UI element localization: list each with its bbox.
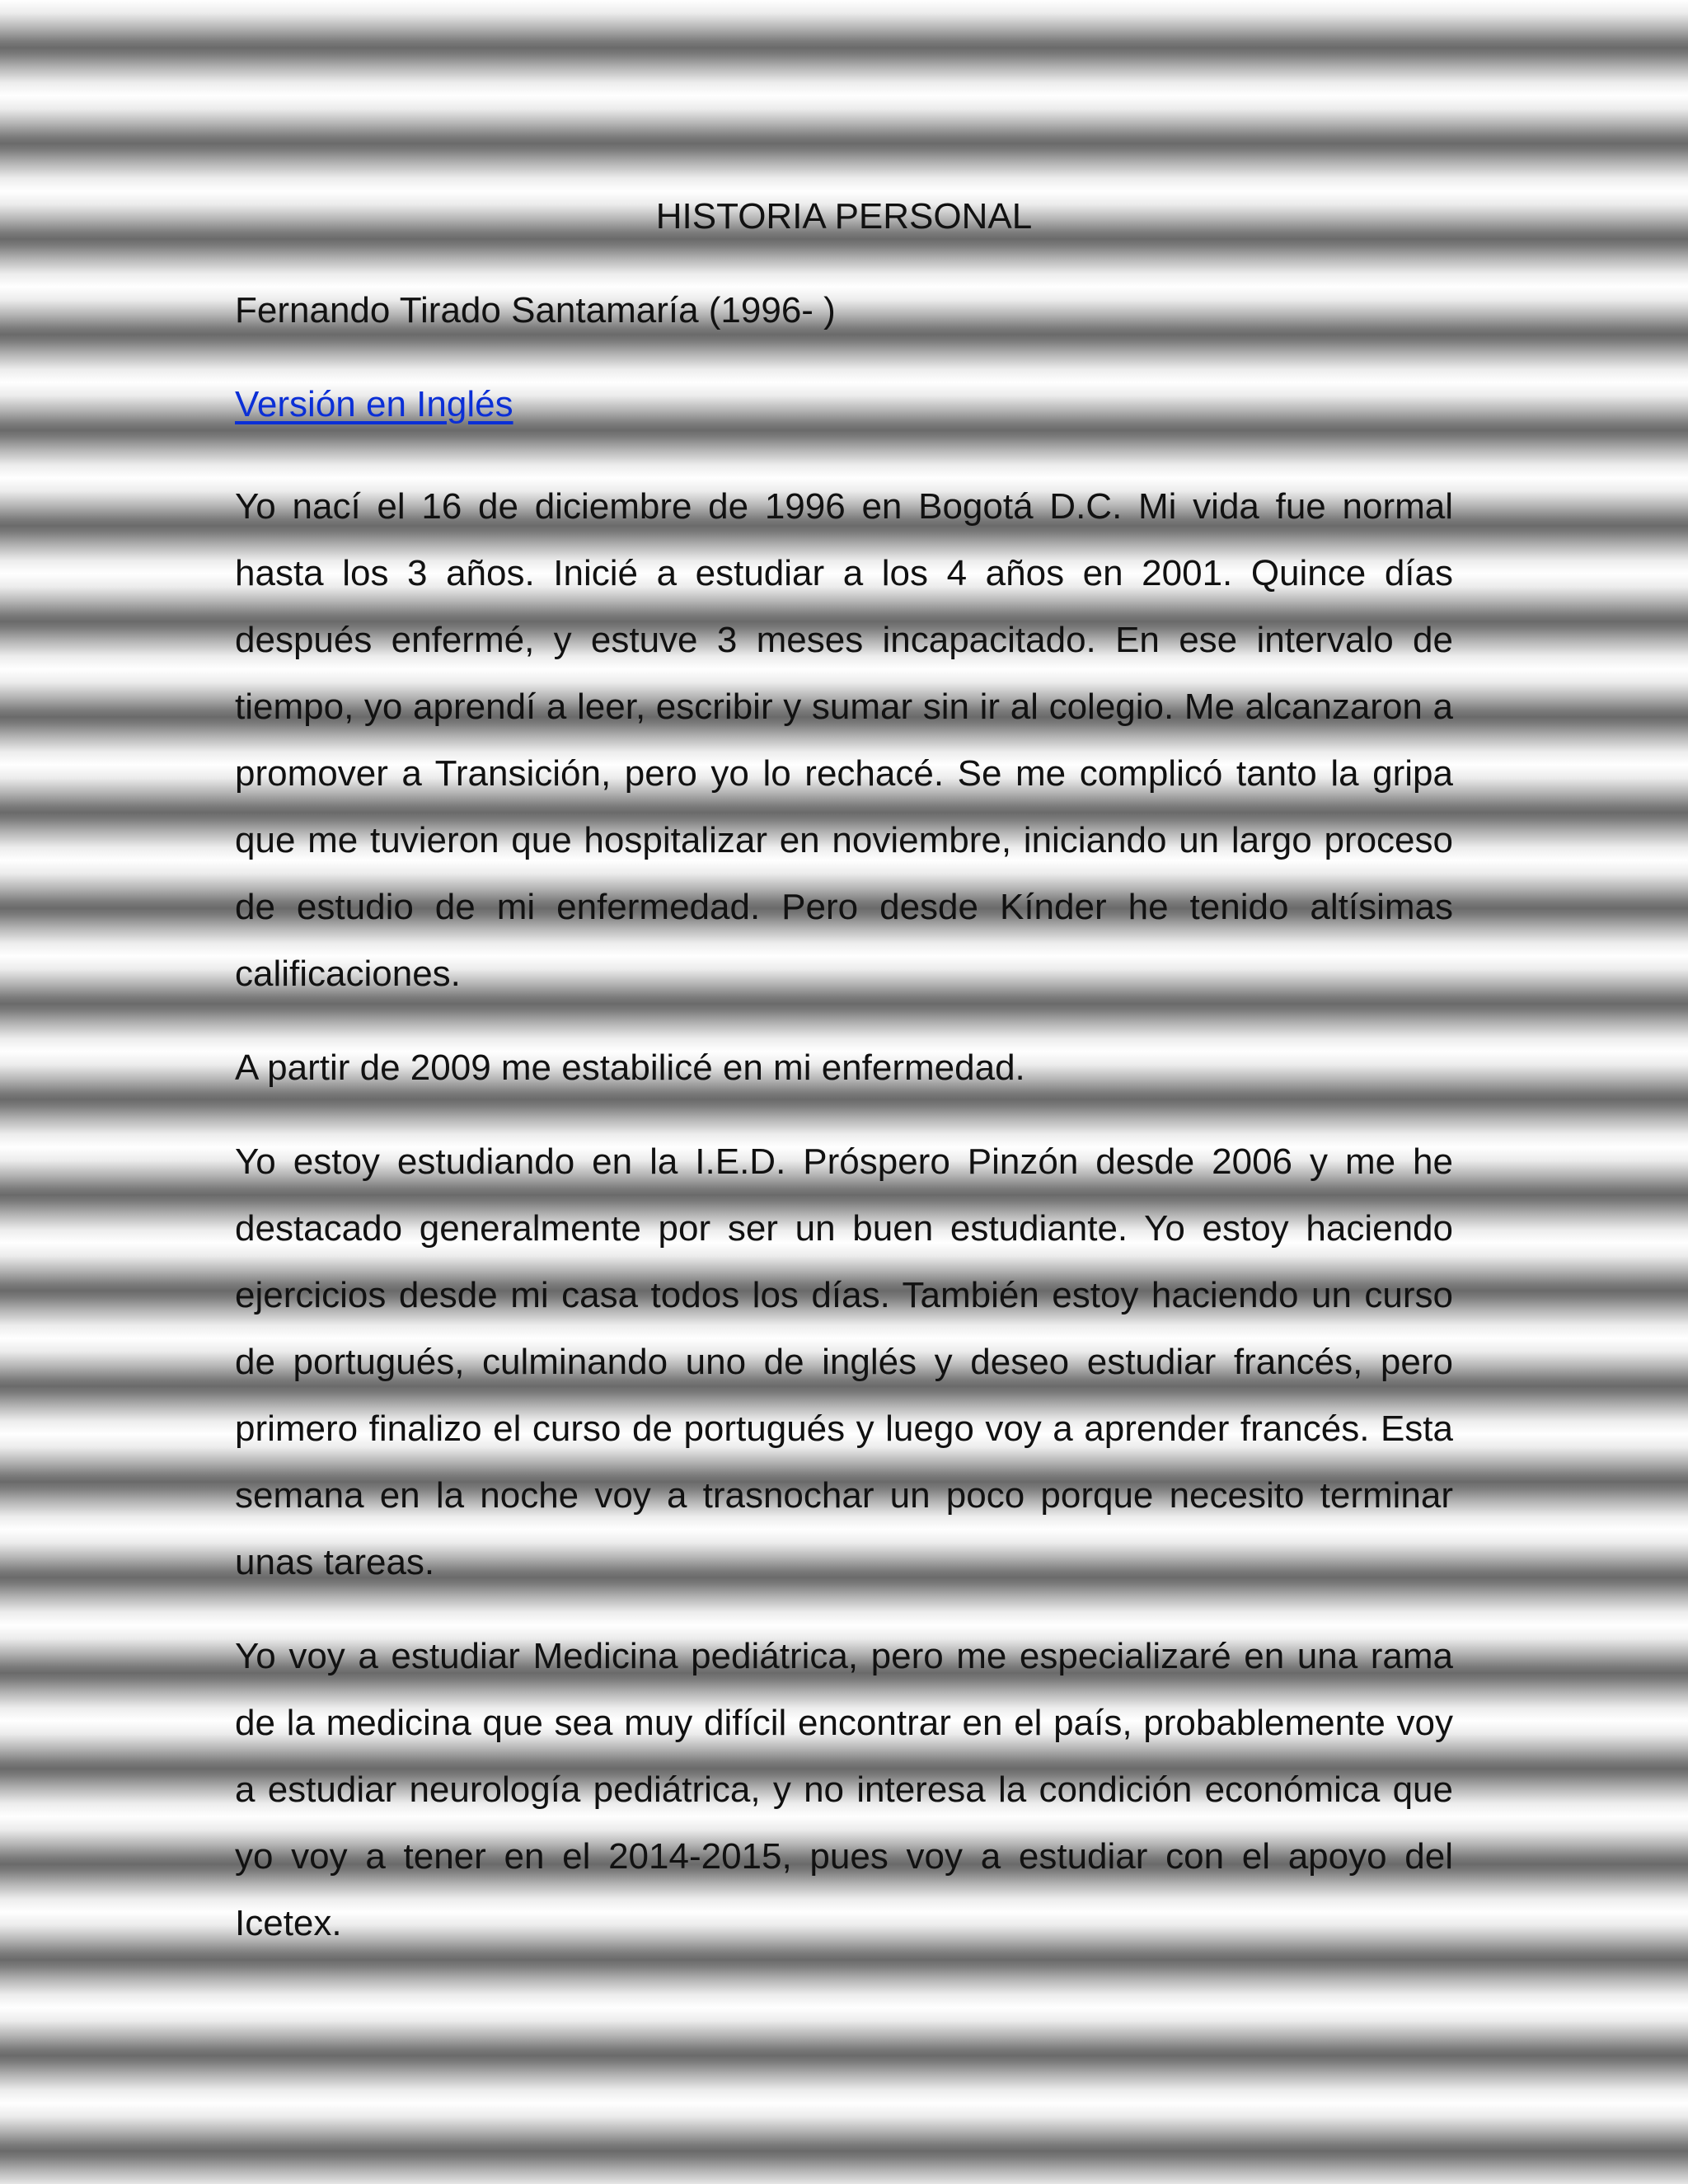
paragraph-career-plans: Yo voy a estudiar Medicina pediátrica, pero me especializaré en una rama de la medicina que sea muy difícil encontrar en el país, probablemente voy a estudiar neurología pediátrica, y no interesa la condición económica que yo voy a tener en el 2014-2015, pues voy a estudiar con el apoyo del Icetex. (235, 1636, 1453, 1943)
paragraph-studies: Yo estoy estudiando en la I.E.D. Próspero Pinzón desde 2006 y me he destacado generalmente por ser un buen estudiante. Yo estoy haciendo ejercicios desde mi casa todos los días. También estoy haciendo un curso de portugués, culminando uno de inglés y deseo estudiar francés, pero primero finalizo el curso de portugués y luego voy a aprender francés. Esta semana en la noche voy a trasnochar un poco porque necesito terminar unas tareas. (235, 1141, 1453, 1582)
paragraph-childhood: Yo nací el 16 de diciembre de 1996 en Bogotá D.C. Mi vida fue normal hasta los 3 años. Inicié a estudiar a los 4 años en 2001. Quince días después enfermé, y estuve 3 meses incapacitado. En ese intervalo de tiempo, yo aprendí a leer, escribir y sumar sin ir al colegio. Me alcanzaron a promover a Transición, pero yo lo rechacé. Se me complicó tanto la gripa que me tuvieron que hospitalizar en noviembre, iniciando un largo proceso de estudio de mi enfermedad. Pero desde Kínder he tenido altísimas calificaciones. (235, 486, 1453, 994)
author-line: Fernando Tirado Santamaría (1996- ) (235, 290, 836, 330)
document-page (235, 191, 1453, 1984)
english-version-link[interactable]: Versión en Inglés (235, 384, 513, 424)
document-title: HISTORIA PERSONAL (655, 196, 1033, 237)
english-version-link-row (235, 379, 1453, 430)
paragraph-stabilization: A partir de 2009 me estabilicé en mi enfermedad. (235, 1047, 1025, 1088)
